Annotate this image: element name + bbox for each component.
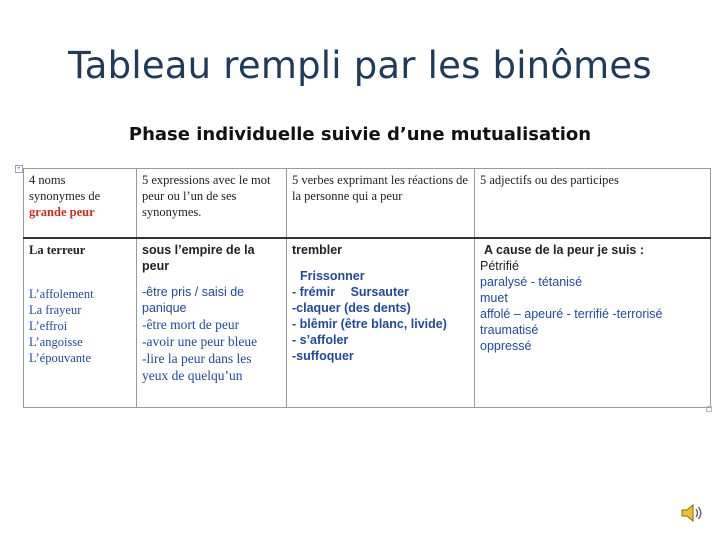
header-verbs: 5 verbes exprimant les réactions de la personne qui a peur — [287, 169, 475, 239]
header-nouns-line2: synonymes de — [29, 189, 101, 203]
nouns-cell — [24, 238, 137, 408]
table-header-row — [24, 169, 711, 239]
adjective-item: paralysé - tétanisé — [480, 275, 583, 289]
slide-title: Tableau rempli par les binômes — [68, 44, 652, 87]
vocabulary-table — [23, 168, 711, 408]
adjective-petrifie: Pétrifié — [480, 259, 519, 273]
adjectives-cell — [475, 238, 711, 408]
adjective-first: A cause de la peur je suis : — [484, 243, 645, 257]
expression-item: -être mort de peur — [142, 317, 240, 332]
verbs-cell — [287, 238, 475, 408]
adjective-item: oppressé — [480, 339, 532, 353]
adjective-item: affolé – apeuré - terrifié -terrorisé — [480, 307, 663, 321]
table-move-handle-icon[interactable]: + — [15, 165, 23, 173]
verb-item: -claquer (des dents) — [292, 301, 411, 315]
header-expressions: 5 expressions avec le mot peur ou l’un de ses synonymes. — [137, 169, 287, 239]
slide-subtitle: Phase individuelle suivie d’une mutualisation — [128, 124, 592, 145]
header-nouns-line1: 4 noms — [29, 173, 66, 187]
expression-item: -être pris / saisi de panique — [142, 285, 245, 315]
noun-first: La terreur — [29, 243, 86, 257]
verb-first: trembler — [292, 243, 343, 257]
adjective-item: traumatisé — [480, 323, 539, 337]
table-body-row — [24, 238, 711, 408]
verb-item: -suffoquer — [292, 349, 354, 363]
expressions-cell — [137, 238, 287, 408]
noun-item: L’affolement — [29, 287, 94, 301]
verb-item: - blêmir (être blanc, livide) — [292, 317, 447, 331]
speaker-icon[interactable] — [680, 502, 704, 524]
noun-item: L’effroi — [29, 319, 68, 333]
expression-item: -avoir une peur bleue — [142, 334, 258, 349]
header-adjectives: 5 adjectifs ou des participes — [475, 169, 711, 239]
table-resize-handle[interactable] — [706, 406, 712, 412]
verb-fremir: - frémir — [292, 285, 336, 299]
noun-item: L’épouvante — [29, 351, 92, 365]
header-nouns — [24, 169, 137, 239]
verb-frissonner: Frissonner — [300, 269, 365, 283]
adjective-item: muet — [480, 291, 508, 305]
header-highlight: grande peur — [29, 205, 95, 219]
expression-item: -lire la peur dans les yeux de quelqu’un — [142, 351, 252, 383]
noun-item: La frayeur — [29, 303, 82, 317]
expression-first: sous l’empire de la peur — [142, 243, 255, 273]
verb-item: - s’affoler — [292, 333, 349, 347]
verb-sursauter: Sursauter — [350, 285, 409, 299]
noun-item: L’angoisse — [29, 335, 83, 349]
